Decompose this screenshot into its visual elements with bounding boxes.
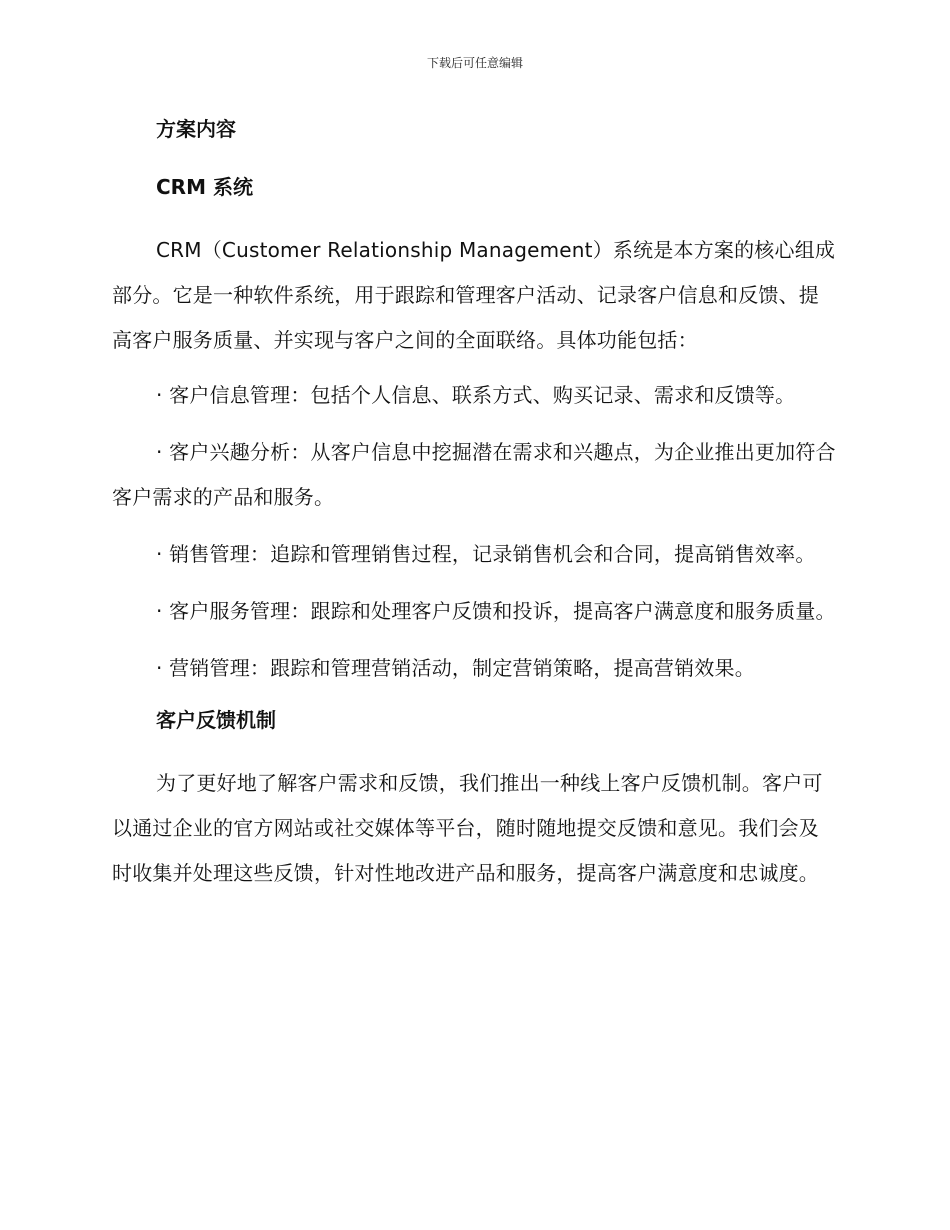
feedback-section-title: 客户反馈机制: [156, 708, 276, 732]
feedback-paragraph: 为了更好地了解客户需求和反馈，我们推出一种线上客户反馈机制。客户可以通过企业的官方网站或社交媒体等平台，随时随地提交反馈和意见。我们会及时收集并处理这些反馈，针对性地改进产品和服务，提高客户满意度和忠诚度。: [112, 771, 823, 885]
list-item: · 客户兴趣分析：从客户信息中挖掘潜在需求和兴趣点，为企业推出更加符合客户需求的产品和服务。: [112, 440, 836, 509]
list-item: · 营销管理：跟踪和管理营销活动，制定营销策略，提高营销效果。: [156, 656, 755, 680]
crm-intro-paragraph: CRM（Customer Relationship Management）系统是本方案的核心组成部分。它是一种软件系统，用于跟踪和管理客户活动、记录客户信息和反馈、提高客户服务质量、并实现与客户之间的全面联络。具体功能包括：: [112, 238, 836, 352]
section-title: 方案内容: [156, 117, 236, 141]
list-item: · 客户服务管理：跟踪和处理客户反馈和投诉，提高客户满意度和服务质量。: [156, 599, 836, 623]
crm-section-title: CRM 系统: [156, 175, 253, 199]
document-body: [112, 112, 836, 906]
list-item: · 销售管理：追踪和管理销售过程，记录销售机会和合同，提高销售效率。: [156, 542, 816, 566]
list-item: · 客户信息管理：包括个人信息、联系方式、购买记录、需求和反馈等。: [156, 383, 796, 407]
page-header-note: 下载后可任意编辑: [426, 56, 523, 70]
